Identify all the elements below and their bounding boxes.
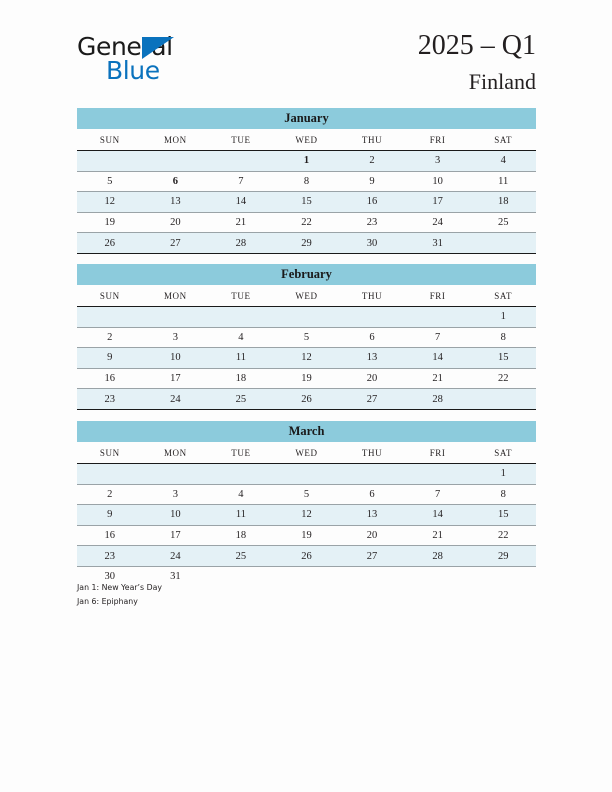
- day-cell-february-15[interactable]: 15: [470, 348, 536, 369]
- day-cell-empty: [339, 566, 405, 586]
- day-cell-february-23[interactable]: 23: [77, 389, 143, 410]
- day-cell-february-7[interactable]: 7: [405, 327, 471, 348]
- day-cell-march-2[interactable]: 2: [77, 484, 143, 505]
- day-cell-empty: [77, 464, 143, 485]
- day-cell-february-18[interactable]: 18: [208, 368, 274, 389]
- day-cell-january-8[interactable]: 8: [274, 171, 340, 192]
- weekday-header-sat: SAT: [470, 442, 536, 464]
- day-cell-february-10[interactable]: 10: [143, 348, 209, 369]
- day-cell-february-25[interactable]: 25: [208, 389, 274, 410]
- day-cell-january-21[interactable]: 21: [208, 212, 274, 233]
- week-row: [77, 212, 536, 233]
- day-cell-february-17[interactable]: 17: [143, 368, 209, 389]
- day-cell-empty: [143, 464, 209, 485]
- day-cell-february-12[interactable]: 12: [274, 348, 340, 369]
- day-cell-february-27[interactable]: 27: [339, 389, 405, 410]
- week-row: [77, 368, 536, 389]
- weekday-header-fri: FRI: [405, 442, 471, 464]
- weekday-header-thu: THU: [339, 129, 405, 151]
- day-cell-march-17[interactable]: 17: [143, 525, 209, 546]
- day-cell-empty: [405, 464, 471, 485]
- page-subtitle-country: Finland: [468, 69, 536, 95]
- week-row: [77, 505, 536, 526]
- weekday-header-wed: WED: [274, 129, 340, 151]
- calendar-table-january: [77, 129, 536, 254]
- weekday-header-wed: WED: [274, 285, 340, 307]
- day-cell-february-13[interactable]: 13: [339, 348, 405, 369]
- day-cell-empty: [405, 307, 471, 328]
- day-cell-february-22[interactable]: 22: [470, 368, 536, 389]
- weekday-header-row: [77, 285, 536, 307]
- day-cell-empty: [405, 566, 471, 586]
- week-row: [77, 233, 536, 254]
- day-cell-january-16[interactable]: 16: [339, 192, 405, 213]
- day-cell-january-15[interactable]: 15: [274, 192, 340, 213]
- weekday-header-sun: SUN: [77, 129, 143, 151]
- day-cell-march-27[interactable]: 27: [339, 546, 405, 567]
- day-cell-february-16[interactable]: 16: [77, 368, 143, 389]
- month-title-january: January: [77, 108, 536, 129]
- day-cell-march-23[interactable]: 23: [77, 546, 143, 567]
- day-cell-march-5[interactable]: 5: [274, 484, 340, 505]
- holiday-notes: [77, 581, 162, 609]
- page-title: 2025 – Q1: [417, 30, 536, 61]
- week-row: [77, 307, 536, 328]
- day-cell-march-8[interactable]: 8: [470, 484, 536, 505]
- weekday-header-mon: MON: [143, 129, 209, 151]
- weekday-header-thu: THU: [339, 442, 405, 464]
- day-cell-february-26[interactable]: 26: [274, 389, 340, 410]
- day-cell-march-30[interactable]: 30: [104, 571, 116, 583]
- day-cell-march-26[interactable]: 26: [274, 546, 340, 567]
- day-cell-march-6[interactable]: 6: [339, 484, 405, 505]
- day-cell-empty: [77, 151, 143, 172]
- day-cell-february-4[interactable]: 4: [208, 327, 274, 348]
- day-cell-march-25[interactable]: 25: [208, 546, 274, 567]
- weekday-header-fri: FRI: [405, 285, 471, 307]
- day-cell-february-14[interactable]: 14: [405, 348, 471, 369]
- calendar-table-march: [77, 442, 536, 587]
- day-cell-empty: [208, 307, 274, 328]
- week-row: [77, 327, 536, 348]
- day-cell-january-11[interactable]: 11: [470, 171, 536, 192]
- day-cell-january-29[interactable]: 29: [274, 233, 340, 254]
- day-cell-march-24[interactable]: 24: [143, 546, 209, 567]
- day-cell-february-19[interactable]: 19: [274, 368, 340, 389]
- generalblue-logo: [77, 34, 277, 90]
- day-cell-march-16[interactable]: 16: [77, 525, 143, 546]
- day-cell-january-7[interactable]: 7: [208, 171, 274, 192]
- weekday-header-sat: SAT: [470, 129, 536, 151]
- holiday-note-0: Jan 1: New Year’s Day: [77, 583, 162, 592]
- day-cell-empty: [470, 566, 536, 586]
- week-row: [77, 546, 536, 567]
- weekday-header-tue: TUE: [208, 129, 274, 151]
- day-cell-january-17[interactable]: 17: [405, 192, 471, 213]
- day-cell-january-6[interactable]: 6: [143, 171, 209, 192]
- month-block-march: [77, 421, 536, 587]
- day-cell-january-13[interactable]: 13: [143, 192, 209, 213]
- weekday-header-tue: TUE: [208, 285, 274, 307]
- title-block: [418, 30, 536, 97]
- week-row: [77, 171, 536, 192]
- day-cell-january-4[interactable]: 4: [470, 151, 536, 172]
- day-cell-empty: [339, 464, 405, 485]
- month-title-february: February: [77, 264, 536, 285]
- day-cell-march-28[interactable]: 28: [405, 546, 471, 567]
- day-cell-march-4[interactable]: 4: [208, 484, 274, 505]
- day-cell-march-1[interactable]: 1: [470, 464, 536, 485]
- month-block-february: [77, 264, 536, 410]
- day-cell-january-1[interactable]: 1: [274, 151, 340, 172]
- day-cell-empty: [208, 151, 274, 172]
- day-cell-january-12[interactable]: 12: [77, 192, 143, 213]
- day-cell-march-3[interactable]: 3: [143, 484, 209, 505]
- holiday-note-1: Jan 6: Epiphany: [77, 596, 138, 606]
- weekday-header-thu: THU: [339, 285, 405, 307]
- weekday-header-mon: MON: [143, 285, 209, 307]
- day-cell-march-18[interactable]: 18: [208, 525, 274, 546]
- calendar-table-february: [77, 285, 536, 410]
- day-cell-empty: [143, 151, 209, 172]
- day-cell-february-8[interactable]: 8: [470, 327, 536, 348]
- week-row: [77, 464, 536, 485]
- day-cell-february-6[interactable]: 6: [339, 327, 405, 348]
- logo-text-general: General: [77, 32, 173, 61]
- logo-text-blue: Blue: [106, 56, 160, 85]
- day-cell-january-23[interactable]: 23: [339, 212, 405, 233]
- day-cell-january-3[interactable]: 3: [405, 151, 471, 172]
- day-cell-march-29[interactable]: 29: [470, 546, 536, 567]
- day-cell-january-14[interactable]: 14: [208, 192, 274, 213]
- week-row: [77, 151, 536, 172]
- day-cell-january-22[interactable]: 22: [274, 212, 340, 233]
- day-cell-empty: [274, 566, 340, 586]
- weekday-header-sun: SUN: [77, 442, 143, 464]
- day-cell-march-9[interactable]: 9: [77, 505, 143, 526]
- week-row: [77, 348, 536, 369]
- day-cell-february-24[interactable]: 24: [143, 389, 209, 410]
- week-row: [77, 192, 536, 213]
- month-block-january: [77, 108, 536, 254]
- day-cell-february-5[interactable]: 5: [274, 327, 340, 348]
- day-cell-january-5[interactable]: 5: [77, 171, 143, 192]
- day-cell-empty: [470, 233, 536, 254]
- week-row: [77, 484, 536, 505]
- weekday-header-tue: TUE: [208, 442, 274, 464]
- day-cell-february-9[interactable]: 9: [77, 348, 143, 369]
- day-cell-february-3[interactable]: 3: [143, 327, 209, 348]
- week-row: [77, 525, 536, 546]
- day-cell-january-26[interactable]: 26: [77, 233, 143, 254]
- weekday-header-row: [77, 129, 536, 151]
- weekday-header-fri: FRI: [405, 129, 471, 151]
- day-cell-march-31[interactable]: 31: [170, 571, 181, 583]
- day-cell-march-10[interactable]: 10: [143, 505, 209, 526]
- day-cell-february-28[interactable]: 28: [405, 389, 471, 410]
- weekday-header-wed: WED: [274, 442, 340, 464]
- day-cell-january-19[interactable]: 19: [77, 212, 143, 233]
- weekday-header-sun: SUN: [77, 285, 143, 307]
- day-cell-march-22[interactable]: 22: [470, 525, 536, 546]
- day-cell-january-28[interactable]: 28: [208, 233, 274, 254]
- day-cell-january-31[interactable]: 31: [405, 233, 471, 254]
- month-title-march: March: [77, 421, 536, 442]
- day-cell-february-20[interactable]: 20: [339, 368, 405, 389]
- day-cell-empty: [143, 307, 209, 328]
- day-cell-february-21[interactable]: 21: [405, 368, 471, 389]
- day-cell-march-15[interactable]: 15: [470, 505, 536, 526]
- day-cell-empty: [77, 307, 143, 328]
- day-cell-february-2[interactable]: 2: [77, 327, 143, 348]
- day-cell-march-20[interactable]: 20: [339, 525, 405, 546]
- weekday-header-row: [77, 442, 536, 464]
- day-cell-january-2[interactable]: 2: [339, 151, 405, 172]
- day-cell-january-18[interactable]: 18: [470, 192, 536, 213]
- page-header: [0, 0, 612, 105]
- day-cell-february-1[interactable]: 1: [470, 307, 536, 328]
- day-cell-march-19[interactable]: 19: [274, 525, 340, 546]
- day-cell-march-7[interactable]: 7: [405, 484, 471, 505]
- day-cell-january-24[interactable]: 24: [405, 212, 471, 233]
- day-cell-empty: [470, 389, 536, 410]
- day-cell-march-14[interactable]: 14: [405, 505, 471, 526]
- day-cell-january-10[interactable]: 10: [405, 171, 471, 192]
- weekday-header-sat: SAT: [470, 285, 536, 307]
- weekday-header-mon: MON: [143, 442, 209, 464]
- day-cell-empty: [339, 307, 405, 328]
- day-cell-january-20[interactable]: 20: [143, 212, 209, 233]
- day-cell-march-11[interactable]: 11: [208, 505, 274, 526]
- day-cell-march-12[interactable]: 12: [274, 505, 340, 526]
- day-cell-march-13[interactable]: 13: [339, 505, 405, 526]
- day-cell-empty: [208, 566, 274, 586]
- day-cell-empty: [274, 464, 340, 485]
- day-cell-march-21[interactable]: 21: [405, 525, 471, 546]
- day-cell-january-25[interactable]: 25: [470, 212, 536, 233]
- day-cell-february-11[interactable]: 11: [208, 348, 274, 369]
- day-cell-january-9[interactable]: 9: [339, 171, 405, 192]
- day-cell-january-27[interactable]: 27: [143, 233, 209, 254]
- day-cell-empty: [274, 307, 340, 328]
- week-row: [77, 389, 536, 410]
- day-cell-january-30[interactable]: 30: [339, 233, 405, 254]
- day-cell-empty: [208, 464, 274, 485]
